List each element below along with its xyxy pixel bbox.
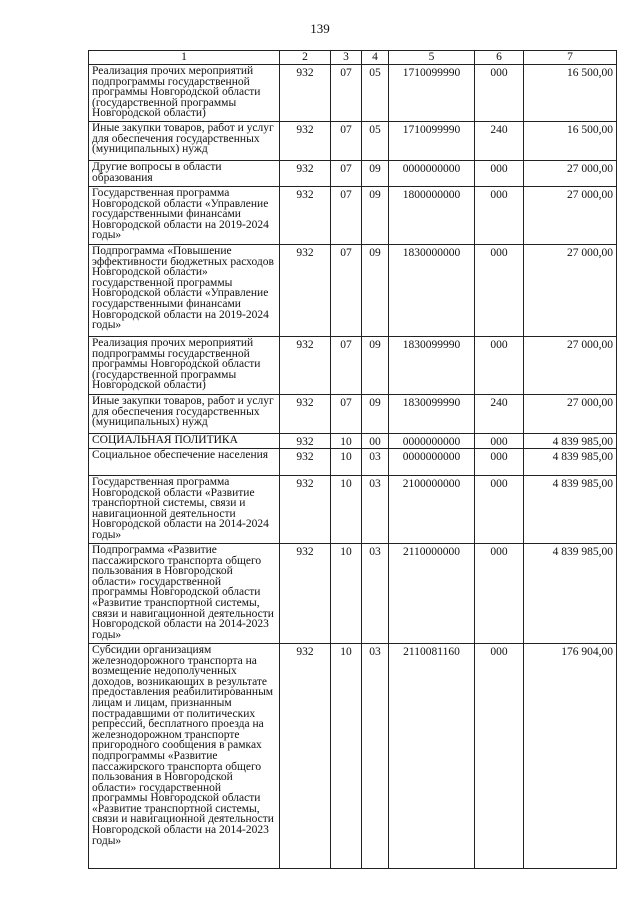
cell-subsection: 03: [362, 643, 389, 868]
table-row: [89, 186, 617, 244]
cell-amount: 4 839 985,00: [524, 475, 617, 543]
row-name: СОЦИАЛЬНАЯ ПОЛИТИКА: [89, 433, 280, 448]
cell-target-article: 1710099990: [389, 121, 475, 160]
table-row: [89, 244, 617, 336]
cell-target-article: 1830000000: [389, 244, 475, 336]
cell-section: 07: [331, 244, 362, 336]
cell-expense-type: 240: [475, 121, 524, 160]
cell-target-article: 0000000000: [389, 433, 475, 448]
cell-expense-type: 000: [475, 160, 524, 186]
cell-amount: 27 000,00: [524, 244, 617, 336]
cell-subsection: 00: [362, 433, 389, 448]
cell-subsection: 09: [362, 244, 389, 336]
cell-expense-type: 000: [475, 186, 524, 244]
table-row: [89, 121, 617, 160]
cell-amount: 4 839 985,00: [524, 448, 617, 475]
col-header: 6: [475, 51, 524, 65]
row-name: Иные закупки товаров, работ и услуг для обеспечения государственных (муниципальных) нужд: [89, 121, 280, 160]
cell-amount: 27 000,00: [524, 394, 617, 433]
cell-expense-type: 000: [475, 244, 524, 336]
cell-expense-type: 000: [475, 65, 524, 122]
cell-expense-type: 000: [475, 543, 524, 643]
cell-subsection: 05: [362, 65, 389, 122]
cell-admin: 932: [280, 244, 331, 336]
table-row: [89, 433, 617, 448]
cell-amount: 16 500,00: [524, 121, 617, 160]
row-name: Субсидии организациям железнодорожного транспорта на возмещение недополученных доходов, возникающих в результате предоставления реабилитированным лицам и лицам, признанным пострадавшими от политических репрессий, бесплатного проезда на железнодорожном транспорте пригородного сообщения в рамках подпрограммы «Развитие пассажирского транспорта общего пользования в Новгородской области» государственной программы Новгородской области «Развитие транспортной системы, связи и навигационной деятельности Новгородской области на 2014-2023 годы»: [89, 643, 280, 868]
cell-section: 07: [331, 336, 362, 394]
cell-target-article: 1830099990: [389, 394, 475, 433]
cell-section: 10: [331, 543, 362, 643]
cell-target-article: 0000000000: [389, 160, 475, 186]
cell-target-article: 1710099990: [389, 65, 475, 122]
cell-amount: 27 000,00: [524, 186, 617, 244]
cell-section: 10: [331, 643, 362, 868]
cell-section: 10: [331, 448, 362, 475]
cell-expense-type: 000: [475, 448, 524, 475]
cell-subsection: 09: [362, 336, 389, 394]
cell-target-article: 2110081160: [389, 643, 475, 868]
row-name: Государственная программа Новгородской области «Развитие транспортной системы, связи и навигационной деятельности Новгородской области на 2014-2024 годы»: [89, 475, 280, 543]
cell-subsection: 03: [362, 543, 389, 643]
table-row: [89, 475, 617, 543]
table-row: [89, 160, 617, 186]
cell-admin: 932: [280, 543, 331, 643]
cell-section: 07: [331, 394, 362, 433]
table-row: [89, 643, 617, 868]
col-header: 3: [331, 51, 362, 65]
col-header: 2: [280, 51, 331, 65]
cell-admin: 932: [280, 475, 331, 543]
cell-expense-type: 000: [475, 336, 524, 394]
cell-admin: 932: [280, 433, 331, 448]
cell-target-article: 1830099990: [389, 336, 475, 394]
col-header: 1: [89, 51, 280, 65]
cell-admin: 932: [280, 186, 331, 244]
cell-subsection: 05: [362, 121, 389, 160]
cell-admin: 932: [280, 65, 331, 122]
cell-section: 07: [331, 65, 362, 122]
cell-subsection: 03: [362, 448, 389, 475]
col-header: 7: [524, 51, 617, 65]
cell-subsection: 09: [362, 394, 389, 433]
cell-amount: 16 500,00: [524, 65, 617, 122]
cell-amount: 27 000,00: [524, 160, 617, 186]
row-name: Государственная программа Новгородской области «Управление государственными финансами Новгородской области на 2019-2024 годы»: [89, 186, 280, 244]
col-header: 4: [362, 51, 389, 65]
col-header: 5: [389, 51, 475, 65]
cell-admin: 932: [280, 643, 331, 868]
cell-amount: 27 000,00: [524, 336, 617, 394]
cell-section: 07: [331, 186, 362, 244]
cell-expense-type: 000: [475, 475, 524, 543]
cell-target-article: 2100000000: [389, 475, 475, 543]
page-number: 139: [310, 21, 330, 36]
cell-admin: 932: [280, 160, 331, 186]
cell-subsection: 09: [362, 186, 389, 244]
cell-admin: 932: [280, 394, 331, 433]
row-name: Социальное обеспечение населения: [89, 448, 280, 475]
row-name: Подпрограмма «Развитие пассажирского транспорта общего пользования в Новгородской области» государственной программы Новгородской области «Развитие транспортной системы, связи и навигационной деятельности Новгородской области на 2014-2023 годы»: [89, 543, 280, 643]
budget-table: [88, 50, 617, 869]
cell-section: 07: [331, 121, 362, 160]
row-name: Другие вопросы в области образования: [89, 160, 280, 186]
table-row: [89, 448, 617, 475]
table-row: [89, 394, 617, 433]
cell-amount: 4 839 985,00: [524, 543, 617, 643]
cell-section: 10: [331, 433, 362, 448]
row-name: Подпрограмма «Повышение эффективности бюджетных расходов Новгородской области» государственной программы Новгородской области «Управление государственными финансами Новгородской области на 2019-2024 годы»: [89, 244, 280, 336]
cell-subsection: 03: [362, 475, 389, 543]
row-name: Иные закупки товаров, работ и услуг для обеспечения государственных (муниципальных) нужд: [89, 394, 280, 433]
cell-target-article: 0000000000: [389, 448, 475, 475]
table-row: [89, 543, 617, 643]
cell-section: 10: [331, 475, 362, 543]
cell-admin: 932: [280, 448, 331, 475]
cell-subsection: 09: [362, 160, 389, 186]
cell-amount: 4 839 985,00: [524, 433, 617, 448]
cell-expense-type: 240: [475, 394, 524, 433]
cell-expense-type: 000: [475, 433, 524, 448]
cell-admin: 932: [280, 121, 331, 160]
row-name: Реализация прочих мероприятий подпрограммы государственной программы Новгородской области (государственной программы Новгородской области): [89, 65, 280, 122]
cell-expense-type: 000: [475, 643, 524, 868]
cell-amount: 176 904,00: [524, 643, 617, 868]
row-name: Реализация прочих мероприятий подпрограммы государственной программы Новгородской области (государственной программы Новгородской области): [89, 336, 280, 394]
cell-target-article: 1800000000: [389, 186, 475, 244]
table-row: [89, 65, 617, 122]
column-header-row: [89, 51, 617, 65]
table-row: [89, 336, 617, 394]
cell-admin: 932: [280, 336, 331, 394]
cell-section: 07: [331, 160, 362, 186]
cell-target-article: 2110000000: [389, 543, 475, 643]
